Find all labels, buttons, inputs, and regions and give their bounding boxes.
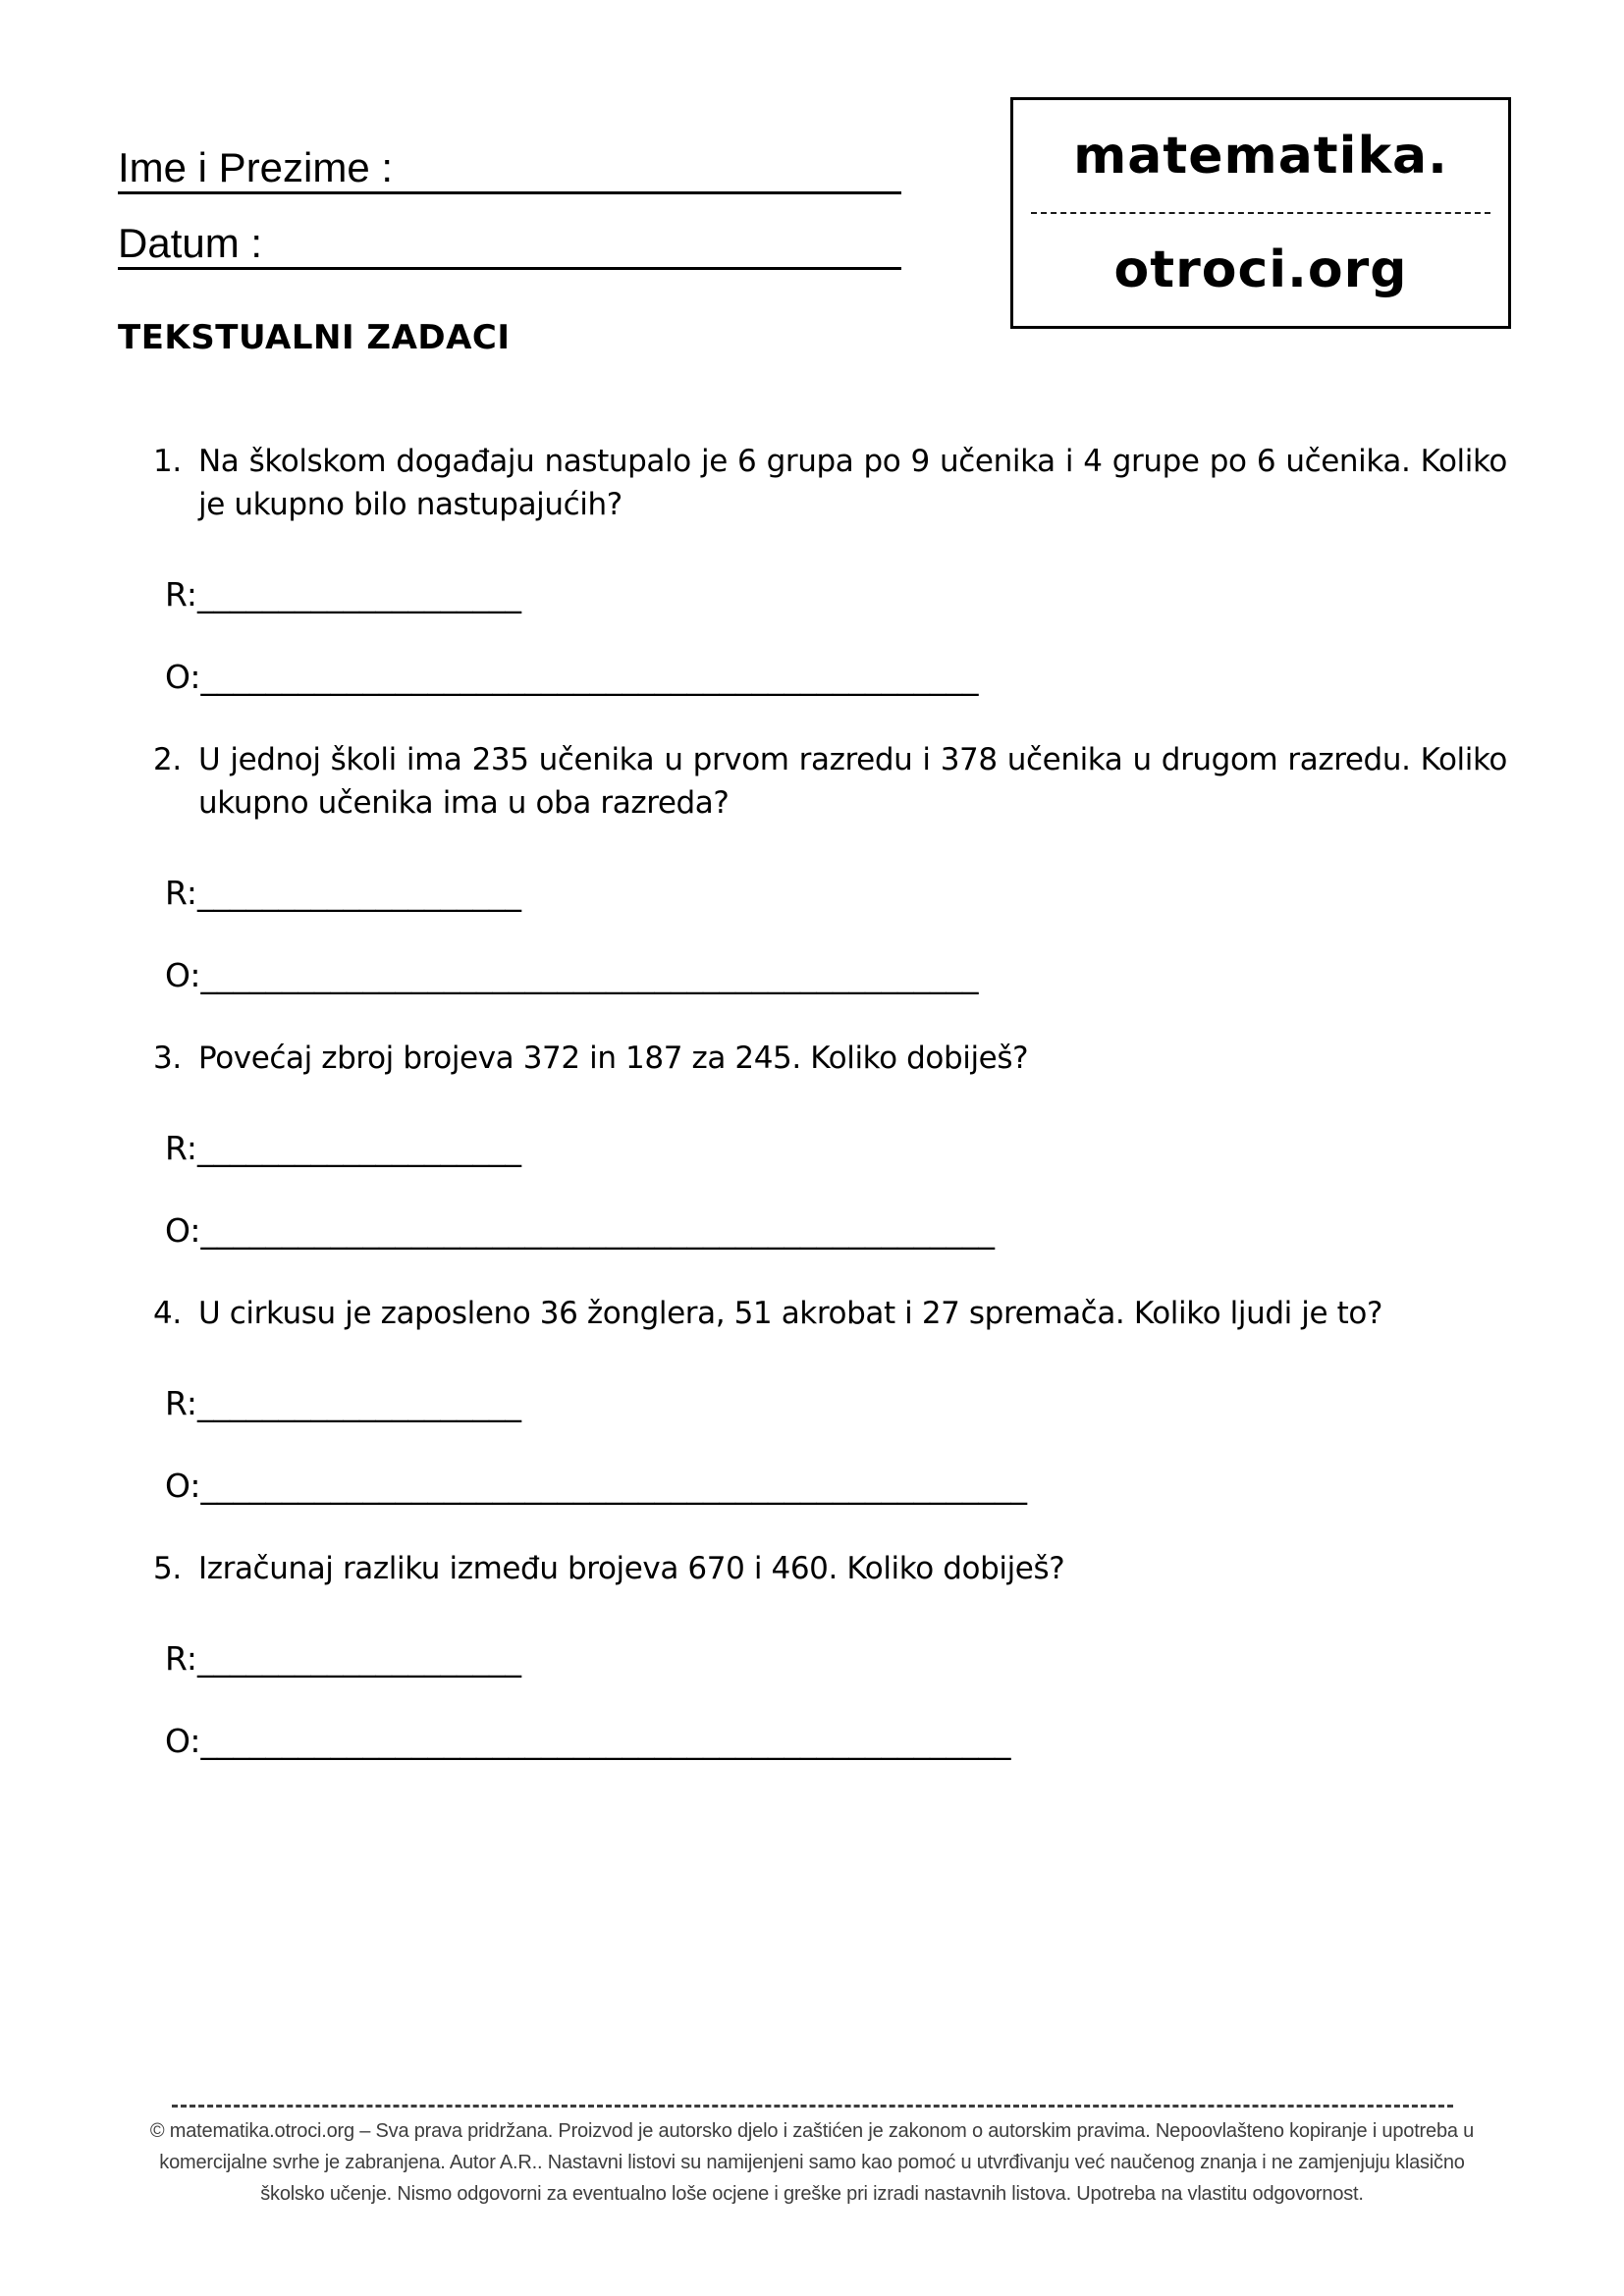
problem-4-result-line — [118, 1382, 1507, 1425]
problem-5-question — [118, 1547, 1507, 1590]
problem-1-result-line — [118, 573, 1507, 616]
answer-label: O: — [165, 1467, 201, 1505]
problem-2-question — [118, 738, 1507, 825]
site-logo — [1010, 97, 1511, 329]
problem-5-result-line — [118, 1637, 1507, 1681]
footer-line-3: školsko učenje. Nismo odgovorni za eventualno loše ocjene i greške pri izradi nastavnih listova. Upotreba na vlastitu odgovornost. — [260, 2183, 1364, 2205]
problem-2-answer-line — [118, 954, 1507, 997]
problem-3-answer-line — [118, 1209, 1507, 1253]
problem-list — [118, 440, 1507, 1802]
problem-3-result-line — [118, 1127, 1507, 1170]
result-blank-line: ____________________ — [197, 1384, 522, 1422]
logo-line-2: otroci.org — [1113, 240, 1408, 299]
problem-5-number: 5. — [153, 1551, 182, 1586]
answer-blank-line: __________________________________________________ — [200, 1722, 1011, 1760]
date-field-row — [118, 219, 901, 270]
result-label: R: — [165, 874, 198, 912]
page-title: TEKSTUALNI ZADACI — [118, 318, 511, 357]
problem-4-answer-line — [118, 1465, 1507, 1508]
name-field-row — [118, 143, 901, 194]
problem-1-number: 1. — [153, 444, 182, 479]
problem-2-result-line — [118, 872, 1507, 915]
answer-blank-line: ________________________________________________ — [200, 956, 979, 994]
problem-5-answer-line — [118, 1720, 1507, 1763]
problem-4-question — [118, 1292, 1507, 1335]
answer-blank-line: _________________________________________________ — [200, 1211, 996, 1250]
problem-2-text: U jednoj školi ima 235 učenika u prvom razredu i 378 učenika u drugom razredu. Koliko ukupno učenika ima u oba razreda? — [198, 742, 1507, 821]
answer-label: O: — [165, 658, 201, 696]
footer-line-1: © matematika.otroci.org – Sva prava pridržana. Proizvod je autorsko djelo i zaštićen je zakonom o autorskim pravima. Nepoovlašteno kopiranje i upotreba u — [149, 2120, 1475, 2142]
problem-1-question — [118, 440, 1507, 526]
result-blank-line: ____________________ — [197, 575, 522, 614]
answer-blank-line: ________________________________________________ — [200, 658, 979, 696]
result-label: R: — [165, 1129, 198, 1167]
logo-line-1: matematika. — [1073, 127, 1448, 186]
copyright-footer — [59, 2105, 1565, 2210]
problem-5-text: Izračunaj razliku između brojeva 670 i 460. Koliko dobiješ? — [198, 1551, 1065, 1586]
problem-3-number: 3. — [153, 1041, 182, 1076]
footer-line-2: komercijalne svrhe je zabranjena. Autor A.R.. Nastavni listovi su namijenjeni samo kao pomoć u utvrđivanju već naučenog znanja i ne zamjenjuju klasično — [159, 2152, 1465, 2173]
answer-blank-line: ___________________________________________________ — [200, 1467, 1028, 1505]
problem-3-question — [118, 1037, 1507, 1080]
result-blank-line: ____________________ — [197, 874, 522, 912]
footer-divider — [172, 2105, 1453, 2108]
answer-label: O: — [165, 1722, 201, 1760]
name-label: Ime i Prezime : — [118, 144, 394, 190]
logo-divider — [1031, 212, 1491, 214]
problem-1-answer-line — [118, 656, 1507, 699]
result-label: R: — [165, 1384, 198, 1422]
problem-1-text: Na školskom događaju nastupalo je 6 grupa po 9 učenika i 4 grupe po 6 učenika. Koliko je ukupno bilo nastupajućih? — [198, 444, 1507, 522]
result-label: R: — [165, 575, 198, 614]
result-blank-line: ____________________ — [197, 1639, 522, 1678]
problem-4-number: 4. — [153, 1296, 182, 1331]
result-blank-line: ____________________ — [197, 1129, 522, 1167]
answer-label: O: — [165, 1211, 201, 1250]
answer-label: O: — [165, 956, 201, 994]
result-label: R: — [165, 1639, 198, 1678]
problem-4-text: U cirkusu je zaposleno 36 žonglera, 51 akrobat i 27 spremača. Koliko ljudi je to? — [198, 1296, 1383, 1331]
problem-2-number: 2. — [153, 742, 182, 777]
date-label: Datum : — [118, 220, 263, 266]
problem-3-text: Povećaj zbroj brojeva 372 in 187 za 245. Koliko dobiješ? — [198, 1041, 1029, 1076]
